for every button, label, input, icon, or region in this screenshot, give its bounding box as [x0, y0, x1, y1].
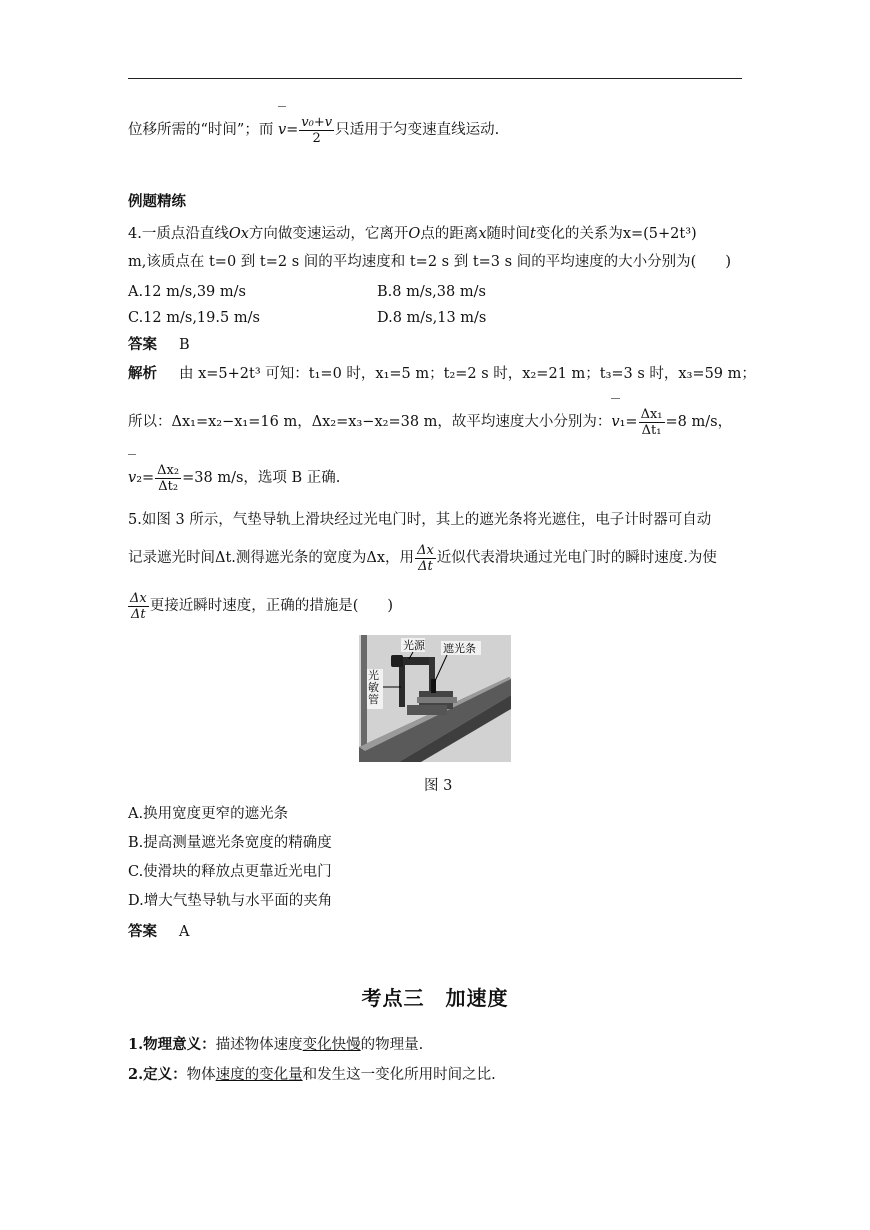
q4-option-d: D.8 m/s,13 m/s [377, 310, 487, 326]
figure-label-photo-tube: 光敏管 [368, 669, 379, 706]
q4-option-c: C.12 m/s,19.5 m/s [128, 310, 260, 326]
avg-velocity-symbol: v [278, 112, 286, 148]
q4-stem-line1: 4.一质点沿直线Ox方向做变速运动，它离开O点的距离x随时间t变化的关系为x=(5+2t³) [128, 226, 697, 242]
avg-velocity-fraction: $\frac{\text{v₀+v}}{2}$ [301, 114, 333, 146]
figure-caption: 图 3 [424, 778, 453, 794]
q4-option-a: A.12 m/s,39 m/s [128, 284, 246, 300]
q5-option-b: B.提高测量遮光条宽度的精确度 [128, 835, 332, 851]
q4-option-b: B.8 m/s,38 m/s [377, 284, 486, 300]
figure-air-track-photo [359, 635, 511, 762]
q4-analysis-line3: v₂= $\frac{\text{Δx₂}}{\text{Δt₂}}$ =38 m/s，选项 B 正确. [128, 460, 340, 496]
intro-line: 位移所需的“时间”；而 v= $\frac{\text{v₀+v}}{2}$ 只适用于匀变速直线运动. [128, 112, 499, 148]
q5-stem-line1: 5.如图 3 所示，气垫导轨上滑块经过光电门时，其上的遮光条将光遮住，电子计时器可自动 [128, 512, 712, 528]
header-rule [128, 78, 742, 79]
q4-answer: 答案 B [128, 336, 190, 353]
figure-label-light-source: 光源 [403, 639, 425, 652]
q5-option-a: A.换用宽度更窄的遮光条 [128, 806, 289, 822]
q5-answer: 答案 A [128, 923, 190, 940]
definition-physical-meaning: 1.物理意义：描述物体速度变化快慢的物理量. [128, 1036, 424, 1053]
q4-stem-line2: m,该质点在 t=0 到 t=2 s 间的平均速度和 t=2 s 到 t=3 s 间的平均速度的大小分别为( ) [128, 254, 732, 270]
q4-analysis-line2: 所以：Δx₁=x₂−x₁=16 m，Δx₂=x₃−x₂=38 m，故平均速度大小分别为：v₁= $\frac{\text{Δx₁}}{\text{Δt₁}}$ =8 m/s， [128, 404, 732, 440]
figure-label-shade-strip: 遮光条 [443, 642, 476, 655]
definition-acceleration: 2.定义：物体速度的变化量和发生这一变化所用时间之比. [128, 1066, 496, 1083]
q5-option-c: C.使滑块的释放点更靠近光电门 [128, 864, 332, 880]
q4-analysis-line1: 解析 由 x=5+2t³ 可知：t₁=0 时，x₁=5 m；t₂=2 s 时，x₂=21 m；t₃=3 s 时，x₃=59 m； [128, 365, 756, 382]
q5-stem-line3: $\frac{\Delta x}{\Delta t}$ 更接近瞬时速度，正确的措施是( ) [130, 590, 394, 622]
section-title: 考点三 加速度 [361, 986, 509, 1010]
q5-stem-line2: 记录遮光时间Δt.测得遮光条的宽度为Δx，用 $\frac{\Delta x}{\Delta t}$ 近似代表滑块通过光电门时的瞬时速度.为使 [128, 542, 717, 574]
section-heading: 例题精练 [128, 193, 186, 210]
q5-option-d: D.增大气垫导轨与水平面的夹角 [128, 893, 333, 909]
